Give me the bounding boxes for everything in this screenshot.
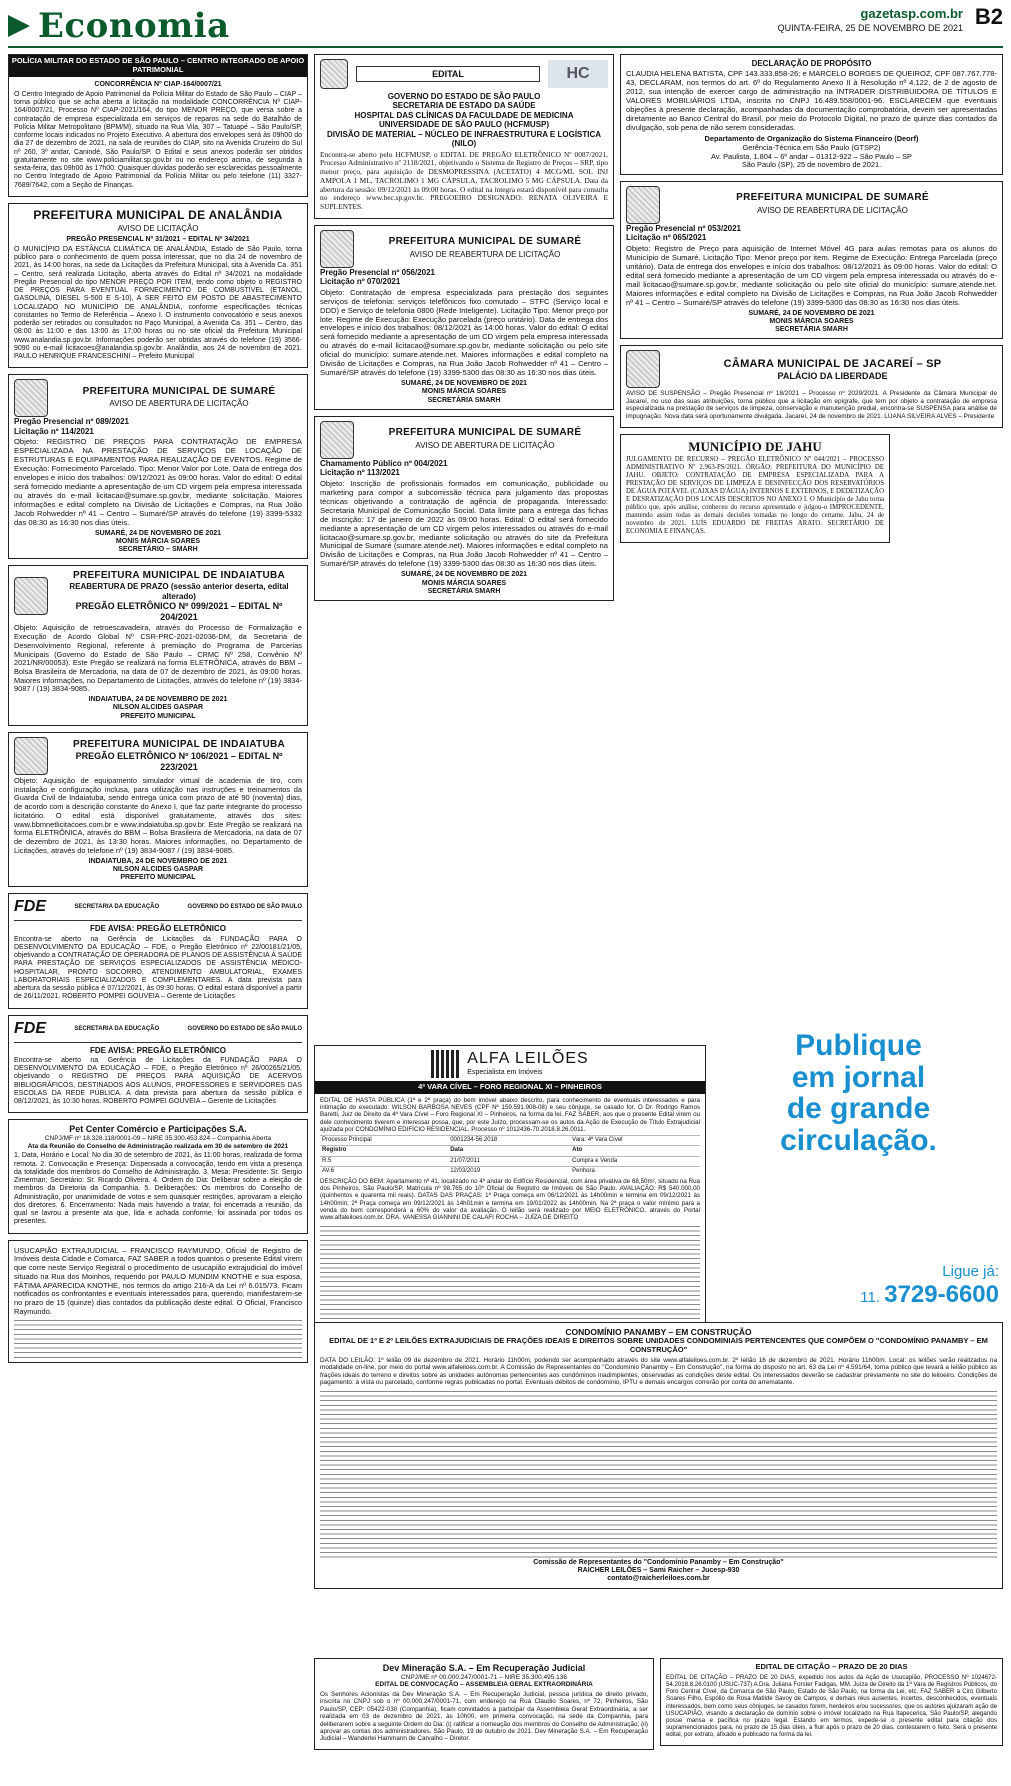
signature-line: MONIS MÁRCIA SOARES (769, 317, 854, 325)
issue-date: QUINTA-FEIRA, 25 DE NOVEMBRO DE 2021 (777, 23, 963, 34)
signature-line: Comissão de Representantes do "Condomínio Panamby – Em Construção" (533, 1558, 784, 1566)
site-url[interactable]: gazetasp.com.br (860, 6, 963, 21)
notice-body: Objeto: Contratação de empresa especializada para prestação dos seguintes serviços de telefonia: serviços telefônicos fixo comutado – STFC (Serviço local e DDD) e Serviço de telefonia 0800 (Rede Inteligente). Licitação Tipo: Menor preço por lote. Regime de Execução: Execução parcelada (preço unitário). Data de entrega dos envelopes e início dos trabalhos: 08/12/2021 às 14:00 horas. Valor do edital: O edital será fornecido mediante a apresentação de um CD virgem pela empresa interessada ou através do e-mail licitacao@sumare.sp.gov.br, mediante solicitação ou pelo site oficial do município: sumare.atende.net. Maiores informações e edital completo na Divisão de Licitações e Compras, na Rua João Jacob Rohwedder nº 41 – Centro – Sumaré/SP através do telefone (19) 3399-5300 das 08:30 as 16:30 nos dias úteis. (320, 287, 608, 378)
signature-line: SECRETÁRIA SMARH (427, 587, 501, 595)
section-arrow-icon (8, 15, 30, 37)
coat-of-arms-icon (626, 350, 660, 388)
notice-edital-citacao (660, 1658, 1003, 1746)
notice-body: Objeto: Registro de Preço para aquisição de Internet Móvel 4G para aulas remotas para os alunos do Município de Sumaré. Licitação Tipo: Menor preço por item. Regime de Execução: Entrega Parcelada (preço unitário). Data de entrega dos envelopes e início dos trabalhos: 08/12/2021 às 09:00 horas. Valor do edital: O edital será fornecido mediante a apresentação de um CD virgem pela empresa interessada ou através do e-mail licitacao@sumare.sp.gov.br, mediante solicitação ou pelo site oficial do município: sumare.atende.net. Maiores informações e edital completo na Divisão de Licitações e Compras, na Rua João Jacob Rohwedder nº 41 – Centro – Sumaré/SP através do telefone (19) 3399-5300 das 08:30 as 16:30 nos dias úteis. (626, 243, 997, 307)
masthead (741, 6, 1001, 34)
notice-subtitle: CNPJ/MF nº 18.328.118/0001-09 – NIRE 35.300.453.824 – Companhia Aberta (44, 1135, 272, 1143)
signature-line: MONIS MÁRCIA SOARES (115, 537, 201, 545)
notice-pm (8, 54, 308, 197)
notice-usucapiao (8, 1240, 308, 1364)
notice-title: FDE AVISA: PREGÃO ELETRÔNICO (89, 1045, 226, 1055)
notice-sumare-3 (314, 416, 614, 601)
notice-body: Encontra-se aberto pelo HCFMUSP, o EDITAL DE PREGÃO ELETRÔNICO Nº 0087/2021, Processo Administrativo nº 2118/2021, objetivando o Sistema de Registro de Preços – SRP, tipo menor preço, para aquisição de DESMOPRESSINA (ACETATO) 4 MCG/ML SOL INJ AMPOLA 1 ML, TACROLIMO 1 MG CÁPSULA, TACROLIMO 5 MG CÁPSULA. Data da abertura da sessão: 09/12/2021 às 09:00 horas. O edital na íntegra estará disponível para consulta no endereço www.bec.sp.gov.br. PREGOEIRO DESIGNADO: RENATA OLIVEIRA E SUPLENTES. (320, 149, 608, 212)
promo-headline (714, 1030, 1003, 1156)
notice-sumare-4 (620, 181, 1003, 339)
org-line: Gerência-Técnica em São Paulo (GTSP2) (742, 142, 881, 152)
notice-subtitle-2: EDITAL DE CONVOCAÇÃO – ASSEMBLEIA GERAL EXTRAORDINÁRIA (375, 1681, 593, 1689)
notice-body: Encontra-se aberto na Gerência de Licitações da FUNDAÇÃO PARA O DESENVOLVIMENTO DA EDUCAÇÃO – FDE, o Pregão Eletrônico nº 26/00265/21/05, objetivando o REGISTRO DE PREÇOS PARA AQUISIÇÃO DE ACERVOS BIBLIOGRÁFICOS, DESTINADOS AOS ALUNOS, PROFESSORES E SERVIDORES DAS ESCOLAS DA REDE PÚBLICA. A data prevista para abertura da sessão pública é 08/12/2021, às 10:30 horas. ROBERTO POMPEI GOUVEIA – Gerente de Licitações (14, 1056, 302, 1106)
notice-subtitle-2: Ata da Reunião do Conselho de Administração realizada em 30 de setembro de 2021 (27, 1142, 289, 1150)
notice-line: Licitação nº 113/2021 (320, 468, 400, 478)
notice-header-bar: 4ª VARA CÍVEL – FORO REGIONAL XI – PINHEIROS (315, 1081, 705, 1094)
notice-title: PREFEITURA MUNICIPAL DE ANALÂNDIA (33, 207, 283, 222)
table-row (320, 1166, 700, 1176)
signature-line: PREFEITO MUNICIPAL (120, 712, 196, 720)
notice-body: O Centro Integrado de Apoio Patrimonial da Polícia Militar do Estado de São Paulo – CIAP – torna público que se acha aberta a licitação na modalidade CONCORRÊNCIA Nº CIAP-164/0007/21, Processo Nº CIAP-2021/164, do tipo MENOR PREÇO, que versa sobre a contratação de empresa especializada em serviços de reparos na sede do Batalhão de Polícia Militar Metropolitano (BPM/M), situado na Rua Vila, 307 – Tatuapé – São Paulo/SP, conforme locais indicados no Projeto Executivo. A abertura dos envelopes será às 09h00 do dia 27 de dezembro de 2021, na sala de reuniões do CIAP, sito na Avenida Cruzeiro do Sul nº 260, 3º andar, Canindé, São Paulo/SP. O Edital e seus anexos poderão ser obtidos gratuitamente no site www.policiamilitar.sp.gov.br ou no endereço acima, de segunda à sexta-feira, das 09h00 às 17h00. Quaisquer dúvidas poderão ser esclarecidas pessoalmente no Centro Integrado de Apoio Patrimonial da Polícia Militar ou pelo telefone (11) 3327-7689/7642, com a Seção de Finanças. (14, 90, 302, 189)
notice-header-bar: POLÍCIA MILITAR DO ESTADO DE SÃO PAULO – CENTRO INTEGRADO DE APOIO PATRIMONIAL (9, 55, 307, 77)
notice-title: PREFEITURA MUNICIPAL DE INDAIATUBA (72, 570, 286, 582)
table-cell: Processo Principal (320, 1136, 448, 1146)
notice-body: JULGAMENTO DE RECURSO – PREGÃO ELETRÔNICO Nº 044/2021 – PROCESSO ADMINISTRATIVO Nº 2.963-PS/2021. ÓRGÃO: PREFEITURA DO MUNICÍPIO DE JAHU. OBJETO: CONTRATAÇÃO DE EMPRESA ESPECIALIZADA PARA A PRESTAÇÃO DE SERVIÇOS DE LIMPEZA E DESINFECÇÃO DOS RESERVATÓRIOS DE ÁGUA POTÁVEL (CAIXAS D'ÁGUA) INTERNOS E EXTERNOS, E DEDETIZAÇÃO E DESRATIZAÇÃO DOS LOCAIS DESCRITOS NO ANEXO I. O Município de Jahu torna público que, após análise, conheceu do recurso apresentado e julgou-o IMPROCEDENTE, mantendo assim todas as demais decisões tomadas no longo do certame. Jahu, 24 de novembro de 2021. LUÍS EDUARDO DE FREITAS ARATO. SECRETÁRIO DE ECONOMIA E FINANÇAS. (626, 455, 884, 535)
registry-table (320, 1135, 700, 1175)
notice-title: PREFEITURA MUNICIPAL DE SUMARÉ (82, 385, 276, 397)
notice-body: Objeto: Aquisição de retroescavadeira, através do Processo de Formalização e Execução de Acordo Global Nº CSR-PRC-2021-02036-DM, da Secretaria de Desenvolvimento Regional, referente à premiação do Programa de Parcerias Municipais (Governo do Estado de São Paulo – CRMC Nº 258, Convênio Nº 2021/NR/00053). Este Pregão se realizará na forma ELETRÔNICA, através do BBM – Bolsa Brasileira de Mercadoria, na data de 07 de dezembro de 2021, às 09:00 horas. Maiores informações, no Departamento de Licitações, através do telefone nº (19) 3834-9087 / (19) 3834-9085. (14, 623, 302, 694)
notice-sumare-2 (314, 225, 614, 410)
fde-secretariat: SECRETARIA DA EDUCAÇÃO (74, 904, 160, 911)
notice-head (626, 186, 997, 224)
notice-title: Dev Mineração S.A. – Em Recuperação Judicial (382, 1663, 586, 1673)
coat-of-arms-icon (320, 230, 354, 268)
column-middle (314, 54, 614, 607)
notice-body: Objeto: REGISTRO DE PREÇOS PARA CONTRATAÇÃO DE EMPRESA ESPECIALIZADA NA PRESTAÇÃO DE SERVIÇOS DE LOCAÇÃO DE ESTRUTURAS E EQUIPAMENTOS PARA REALIZAÇÃO DE EVENTOS. Regime de Execução: Fornecimento Parcelado. Tipo: Menor Valor por Lote. Data de entrega dos envelopes e início dos trabalhos: 09/12/2021 às 09:00 horas. Valor do edital: O edital será fornecido mediante a apresentação de um CD virgem pela empresa interessada ou através do e-mail licitacao@sumare.sp.gov.br, mediante solicitação. Maiores informações e edital completo na Divisão de Licitações e Compras, na Rua João Jacob Rohwedder nº 41 – Centro – Sumaré/SP através do telefone (19) 3399-5332 das 08:30 as 16:30 nos dias úteis. (14, 437, 302, 527)
promo-line: em jornal (791, 1060, 926, 1094)
notice-condominio-panamby (314, 1322, 1003, 1589)
notice-head (626, 350, 997, 388)
notice-line: Licitação nº 070/2021 (320, 277, 401, 287)
header-rule (8, 46, 1003, 48)
notice-subtitle-2: PREGÃO ELETRÔNICO Nº 106/2021 – EDITAL Nº 223/2021 (75, 751, 283, 772)
notice-subtitle: AVISO DE ABERTURA DE LICITAÇÃO (109, 399, 249, 409)
notice-body: CLAUDIA HELENA BATISTA, CPF 143.333.858-26; e MARCELO BORGES DE QUEIROZ, CPF 087.767.778-43, DECLARAM, nos termos do art. 6º do Regulamento Anexo II à Resolução nº 4.122, de 2 de agosto de 2012, sua intenção de exercer cargo de administração na INTRADER DISTRIBUIDORA DE TÍTULOS E VALORES MOBILIÁRIOS LTDA, inscrita no CNPJ 16.489.558/0001-96. ESCLARECEM que eventuais objeções à presente declaração, acompanhadas da documentação comprobatória, devem ser apresentadas diretamente ao Banco Central do Brasil, por meio do Protocolo Digital, no prazo de quinze dias contados da divulgação, sob pena de não serem consideradas. (626, 69, 997, 133)
notice-body: AVISO DE SUSPENSÃO – Pregão Presencial nº 18/2021 – Processo nº 2029/2021. A Presidente da Câmara Municipal de Jacareí, no uso das suas atribuições, torna público que a licitação em epígrafe, que tem por objeto a contratação de empresa especializada na prestação de serviços de limpeza, conservação e manutenção predial, encontra-se SUSPENSA para análise de impugnação. Nova data será oportunamente divulgada. Jacareí, 24 de novembro de 2021. LUANA SILVEIRA ALVES – Presidente (626, 390, 997, 420)
notice-subtitle-2: PREGÃO ELETRÔNICO Nº 099/2021 – EDITAL Nº 204/2021 (75, 601, 283, 622)
signature-line: RAICHER LEILÕES – Sami Raicher – Jucesp-930 (577, 1567, 740, 1575)
coat-of-arms-icon (320, 421, 354, 459)
signature-line: NILSON ALCIDES GASPAR (112, 704, 204, 712)
notice-line: GOVERNO DO ESTADO DE SÃO PAULO (387, 92, 541, 101)
notice-body: DATA DO LEILÃO: 1º leilão 09 de dezembro de 2021. Horário 11h00m, podendo ser acompanhado através do site www.alfaleiloes.com.br. 2º leilão 16 de dezembro de 2021. Horário 11h00m. Local: os leilões serão realizados na modalidade on-line, por meio do portal www.alfaleiloes.com.br. A Comissão de Representantes do "Condomínio Panamby – Em Construção", na forma do disposto no art. 63 da Lei nº 4.591/64, torna público que levará a leilão público as frações ideais do terreno e direitos sobre as unidades autônomas pertencentes aos condôminos inadimplentes, observadas as condições deste edital. Os interessados deverão se cadastrar previamente no site do leiloeiro. Condições de pagamento: à vista ou parcelado, conforme regras publicadas no portal. Eventuais débitos de condomínio, IPTU e demais encargos correrão por conta do arrematante. (320, 1356, 997, 1387)
notice-title: Pet Center Comércio e Participações S.A. (69, 1124, 247, 1135)
table-cell: Registro (320, 1146, 448, 1156)
notice-head (320, 421, 608, 459)
table-cell: Compra e Venda (570, 1156, 700, 1166)
signature-line: SECRETÁRIA SMARH (427, 396, 501, 404)
notice-body: Objeto: Inscrição de profissionais formados em comunicação, publicidade ou marketing para compor a subcomissão técnica para julgamento das propostas técnicas objetivando a contratação de agência de propaganda. Interessado: Secretaria Municipal de Comunicação Social. Data limite para a entrega das fichas de inscrição: 17 de janeiro de 2022 às 09:00 horas. Edital: O edital será fornecido mediante a apresentação de um CD virgem pelos interessados ou através do e-mail licitacao@sumare.sp.gov.br, mediante solicitação ou através do site da Prefeitura Municipal de Sumaré (sumare.atende.net). Maiores informações e edital completo na Divisão de Licitações e Compras, na Rua João Jacob Rohwedder nº 41 – Centro – Sumaré/SP através do telefone (19) 3399-5300 das 08:30 as 16:30 nos dias úteis. (320, 478, 608, 569)
fde-logo: FDE (14, 898, 46, 916)
notice-title: EDITAL DE CITAÇÃO – PRAZO DE 20 DIAS (755, 1662, 908, 1671)
notice-body-2: DESCRIÇÃO DO BEM: Apartamento nº 41, localizado no 4º andar do Edifício Residencial, com área privativa de 68,50m², situado na Rua dos Pinheiros, São Paulo/SP. Matrícula nº 98.765 do 10º Oficial de Registro de Imóveis de São Paulo. AVALIAÇÃO: R$ 540.000,00 (quinhentos e quarenta mil reais). DATAS DAS PRAÇAS: 1ª Praça começa em 06/12/2021 às 14h00min e termina em 09/12/2021 às 14h00min; 2ª Praça começa em 09/12/2021 às 14h01min e termina em 19/01/2022 às 14h00min. Na 2ª praça o valor mínimo para a venda do bem corresponderá a 60% do valor da avaliação. O leilão será realizado por MEIO ELETRÔNICO, através do Portal www.alfaleiloes.com.br. DRA. VANESSA GIANNINI DE CALAFI ROCHA – JUÍZA DE DIREITO (320, 1177, 700, 1222)
table-cell: Penhora (570, 1166, 700, 1176)
notice-body: EDITAL DE CITAÇÃO – PRAZO DE 20 DIAS, expedido nos autos da Ação de Usucapião, PROCESSO Nº 1024672-54.2018.8.26.0100 (USUC-737) A Dra. Juliana Forster Fadigas, MM. Juíza de Direito da 1ª Vara de Registros Públicos, do Foro Central Cível, da Comarca de São Paulo, Estado de São Paulo, na forma da Lei, etc. FAZ SABER a Ciro Gilberto Soares Filho, Espólio de Rosa Matilde Savoy de Campos, e demais réus ausentes, incertos, desconhecidos, eventuais interessados, bem como seus cônjuges, se casados forem, herdeiros e/ou sucessores, que os autores ajuizaram ação de USUCAPIÃO, visando a declaração de domínio sobre o imóvel localizado na Rua Itapecerica, São Paulo/SP, alegando posse mansa e pacífica no prazo legal. Estando em termos, expede-se o presente edital para citação dos supramencionados para, no prazo de 15 dias úteis, a fluir após o prazo de 20 dias, contestarem o feito. Será o presente edital, por extrato, afixado e publicado na forma da lei. (666, 1673, 997, 1739)
notice-body: O MUNICÍPIO DA ESTÂNCIA CLIMÁTICA DE ANALÂNDIA, Estado de São Paulo, torna público para o conhecimento de quem possa interessar, que no dia 24 de novembro de 2021, às 14:00 horas, na sede da Licitações da Prefeitura Municipal, sita à Avenida Ca. 351 – Centro, será realizada Licitação, aberta através do Edital nº 34/2021 na modalidade Pregão Presencial do tipo MENOR PREÇO POR ITEM, tendo como objeto o REGISTRO DE PREÇOS PARA EVENTUAL FORNECIMENTO DE COMBUSTÍVEL (ETANOL, GASOLINA, DIESEL S-500 E S-10), A SER FEITO EM POSTO DE ABASTECIMENTO LOCALIZADO NO MUNICÍPIO DE ANALÂNDIA, conforme especificações técnicas constantes no Termo de Referência – Anexo I. O instrumento convocatório e seus anexos poderão ser retirados ou consultados no Paço Municipal, à Avenida Ca. 351 – Centro, das 08:00 às 11:00 e das 13:00 às 17:00 horas ou no site oficial da Prefeitura Municipal www.analandia.sp.gov.br. Informações poderão ser obtidas através do telefone (19) 3566-9090 ou e-mail licitacoes@analandia.sp.gov.br. Analândia, aos 24 de novembro de 2021. PAULO HENRIQUE FRANCESCHINI – Prefeito Municipal (14, 245, 302, 361)
table-row (320, 1156, 700, 1166)
signature-line: SUMARÉ, 24 DE NOVEMBRO DE 2021 (748, 309, 875, 317)
panamby-box (314, 1322, 1003, 1589)
alfa-header (320, 1050, 700, 1078)
notice-label: EDITAL (356, 66, 540, 83)
fde-header (14, 898, 302, 921)
hc-logo: HC (548, 60, 608, 88)
notice-body-continued (320, 1389, 997, 1559)
notice-body: Objeto: Aquisição de equipamento simulador virtual de academia de tiro, com instalação e configuração inclusa, para utilização nas instruções e treinamentos da Guarda Civil de Indaiatuba, sendo entrega única com prazo de até 90 (noventa) dias, de acordo com a descrição constante do Anexo I, que faz parte integrante do processo licitatório. O edital está disponível gratuitamente, através dos sites: www.bbmnetlicitacoes.com.br e www.indaiatuba.sp.gov.br. Este Pregão se realizará na forma ELETRÔNICA, através do BBM – Bolsa Brasileira de Mercadoria, na data de 07 de dezembro de 2021, às 13:30 horas. Maiores informações, no Departamento de Licitações, através do telefone nº (19) 3834-9087 / (19) 3834-9085. (14, 775, 302, 855)
fde-header (14, 1020, 302, 1043)
promo-call: Ligue já: (942, 1263, 999, 1280)
signature-line: INDAIATUBA, 24 DE NOVEMBRO DE 2021 (88, 857, 228, 865)
page-number: B2 (974, 4, 1003, 29)
table-cell: 12/03/2019 (448, 1166, 570, 1176)
notice-head (320, 230, 608, 268)
promo-phone[interactable]: 3729-6600 (884, 1280, 999, 1308)
section-title: Economia (8, 6, 230, 46)
notice-title: MUNICÍPIO DE JAHU (688, 438, 822, 454)
table-cell: Data (448, 1146, 570, 1156)
notice-line: Licitação nº 065/2021 (626, 233, 707, 243)
notice-title: DECLARAÇÃO DE PROPÓSITO (751, 59, 872, 68)
alfa-logo-icon (431, 1050, 461, 1078)
notice-body: 1. Data, Horário e Local: No dia 30 de setembro de 2021, às 11:00 horas, realizada de forma remota. 2. Convocação e Presença: Dispensada a convocação, tendo em vista a presença da totalidade dos membros do Conselho de Administração. 3. Mesa: Presidente: Sr. Sergio Zimerman; Secretário: Sr. Ricardo Oliveira. 4. Ordem do Dia: Deliberar sobre a eleição de membros da Diretoria da Companhia. 5. Deliberações: Os membros do Conselho de Administração, por unanimidade de votos e sem quaisquer restrições, aprovaram a eleição dos diretores. 6. Encerramento: Nada mais havendo a tratar, foi encerrada a reunião, da qual se lavrou a presente ata que, lida e achada conforme, foi assinada por todos os presentes. (14, 1152, 302, 1226)
signature-line: SECRETÁRIO – SMARH (118, 546, 198, 554)
promo-line: de grande (786, 1092, 931, 1125)
coat-of-arms-icon (14, 737, 48, 775)
notice-line: DIVISÃO DE MATERIAL – NÚCLEO DE INFRAESTRUTURA E LOGÍSTICA (NILO) (326, 129, 602, 149)
notice-subtitle: CONCORRÊNCIA Nº CIAP-164/0007/21 (94, 80, 222, 88)
promo-ddd: 11. (860, 1288, 881, 1306)
notice-line: HOSPITAL DAS CLÍNICAS DA FACULDADE DE MEDICINA (354, 110, 574, 120)
signature-line: MONIS MÁRCIA SOARES (421, 579, 507, 587)
fde-government: GOVERNO DO ESTADO DE SÃO PAULO (187, 1025, 302, 1032)
signature-line: SUMARÉ, 24 DE NOVEMBRO DE 2021 (94, 529, 222, 537)
notice-head (14, 379, 302, 417)
notice-title: CONDOMÍNIO PANAMBY – EM CONSTRUÇÃO (565, 1327, 752, 1337)
notice-subtitle: REABERTURA DE PRAZO (sessão anterior deserta, edital alterado) (69, 582, 289, 601)
citacao-box (660, 1658, 1003, 1746)
signature-line: SECRETÁRIA SMARH (775, 326, 848, 334)
notice-subtitle: AVISO DE ABERTURA DE LICITAÇÃO (415, 441, 555, 451)
notice-head (14, 737, 302, 775)
coat-of-arms-icon (14, 577, 48, 615)
notice-line: UNIVERSIDADE DE SÃO PAULO (HCFMUSP) (378, 120, 550, 130)
signature-line: SUMARÉ, 24 DE NOVEMBRO DE 2021 (400, 380, 528, 388)
promo-line: circulação. (780, 1123, 937, 1157)
table-cell: R.5 (320, 1156, 448, 1166)
table-cell: 21/07/2011 (448, 1156, 570, 1166)
alfa-tagline: Especialista em Imóveis (467, 1069, 543, 1077)
notice-subtitle: EDITAL DE 1º E 2º LEILÕES EXTRAJUDICIAIS DE FRAÇÕES IDEAIS E DIREITOS SOBRE UNIDADES CONDOMINIAIS PERTENCENTES QUE COMPÕEM O "CONDOMÍNIO PANAMBY – EM CONSTRUÇÃO" (329, 1336, 988, 1354)
org-line: Departamento de Organização do Sistema Financeiro (Deorf) (704, 134, 919, 144)
contact-email[interactable]: contato@raicherleiloes.com.br (607, 1575, 710, 1583)
notice-subtitle: PALÁCIO DA LIBERDADE (777, 370, 888, 381)
table-cell: 0001234-56.2018 (448, 1136, 570, 1146)
notice-subtitle: AVISO DE REABERTURA DE LICITAÇÃO (409, 249, 561, 259)
notice-body: USUCAPIÃO EXTRAJUDICIAL – FRANCISCO RAYMUNDO, Oficial de Registro de Imóveis desta Cidade e Comarca, FAZ SABER a todos quantos o presente Edital virem que corre neste Serviço Registral o procedimento de usucapião extrajudicial do imóvel situado na Rua dos Moinhos, requerido por PAULO MUNDIM KNOTHE e sua esposa, FÁTIMA APARECIDA KNOTHE, nos termos do artigo 216-A da Lei nº 6.015/73. Ficam notificados os confrontantes e eventuais interessados para, querendo, manifestarem-se no prazo de 15 (quinze) dias contados da publicação deste edital. O Oficial, Francisco Raymundo. (14, 1245, 302, 1316)
notice-line: Chamamento Público nº 004/2021 (320, 458, 448, 468)
notice-jacarei (620, 345, 1003, 427)
notice-title: PREFEITURA MUNICIPAL DE SUMARÉ (388, 427, 582, 439)
notice-line: Pregão Presencial nº 089/2021 (14, 417, 129, 427)
notice-fde-2 (8, 1015, 308, 1114)
table-cell: Vara: 4ª Vara Cível (570, 1136, 700, 1146)
notice-jahu (620, 434, 890, 543)
org-line: Av. Paulista, 1.804 – 6º andar – 01312-922 – São Paulo – SP (711, 151, 912, 161)
fde-government: GOVERNO DO ESTADO DE SÃO PAULO (187, 904, 302, 911)
notice-title: FDE AVISA: PREGÃO ELETRÔNICO (89, 924, 226, 934)
notice-line: Licitação nº 114/2021 (14, 426, 94, 436)
notice-head (320, 59, 608, 89)
table-cell: AV.6 (320, 1166, 448, 1176)
notice-body: EDITAL DE HASTA PÚBLICA (1ª e 2ª praça) do bem imóvel abaixo descrito, para conhecimento de eventuais interessados e para intimação do executado: WILSON BARBOSA NEVES (CPF Nº 159.591.908-08) e seu cônjuge, se casado for. O Dr. Rodrigo Ramos Baretti, Juiz de Direito da 4ª Vara Cível – Foro Regional XI – Pinheiros, na forma da lei, FAZ SABER, aos que o presente Edital virem ou dele conhecimento tiverem e interessar possa, que, por este Juízo, processam-se os autos da Ação de Execução de Título Extrajudicial ajuizada por CONDOMÍNIO EDIFÍCIO RESIDENCIAL. Processo nº 1012436-70.2018.8.26.0011. (320, 1096, 700, 1134)
notice-hcfmusp (314, 54, 614, 219)
org-line: São Paulo (SP), 25 de novembro de 2021. (741, 160, 882, 170)
notice-body-continued (14, 1318, 302, 1358)
dev-box (314, 1658, 654, 1750)
notice-indaiatuba-1 (8, 565, 308, 726)
notice-line: SECRETARIA DE ESTADO DA SAÚDE (392, 101, 536, 111)
coat-of-arms-icon (320, 59, 348, 89)
notice-analandia (8, 203, 308, 368)
promo-ad[interactable] (714, 1010, 1003, 1315)
alfa-name: ALFA LEILÕES (467, 1050, 589, 1068)
promo-contact (860, 1263, 999, 1309)
signature-line: PREFEITO MUNICIPAL (120, 874, 196, 882)
notice-head (14, 570, 302, 622)
notice-title: PREFEITURA MUNICIPAL DE SUMARÉ (736, 192, 929, 204)
signature-line: MONIS MÁRCIA SOARES (421, 388, 507, 396)
notice-title: PREFEITURA MUNICIPAL DE INDAIATUBA (72, 739, 286, 751)
notice-dev-mineracao (314, 1658, 654, 1750)
signature-line: NILSON ALCIDES GASPAR (112, 865, 204, 873)
notice-petcenter (8, 1119, 308, 1233)
notice-line: Pregão Presencial nº 053/2021 (626, 224, 741, 234)
notice-body: Encontra-se aberto na Gerência de Licitações da FUNDAÇÃO PARA O DESENVOLVIMENTO DA EDUCAÇÃO – FDE, o Pregão Eletrônico nº 22/00181/21/05, objetivando a CONTRATAÇÃO DE OPERADORA DE PLANOS DE ASSISTÊNCIA À SAÚDE PARA PRESTAÇÃO DE SERVIÇOS ESPECIALIZADOS DE ASSISTÊNCIA MÉDICO-HOSPITALAR, PRONTO SOCORRO, ATENDIMENTO AMBULATORIAL, EXAMES LABORATORIAIS ESPECIALIZADOS E COMPLEMENTARES. A data prevista para abertura da sessão pública é 07/12/2021, às 09:30 horas. O edital estará disponível a partir de 26/11/2021. ROBERTO POMPEI GOUVEIA – Gerente de Licitações (14, 935, 302, 1001)
table-row (320, 1136, 700, 1146)
column-left (8, 54, 308, 1369)
notice-subtitle-2: PREGÃO PRESENCIAL Nº 31/2021 – EDITAL Nº 34/2021 (66, 235, 250, 243)
coat-of-arms-icon (14, 379, 48, 417)
coat-of-arms-icon (626, 186, 660, 224)
notice-fde-1 (8, 893, 308, 1008)
signature-line: SUMARÉ, 24 DE NOVEMBRO DE 2021 (400, 571, 528, 579)
promo-line: Publique (795, 1029, 922, 1062)
notice-subtitle: CNPJ/ME nº 00.000.247/0001-71 – NIRE 35.300.495.136 (400, 1673, 568, 1681)
notice-line: Pregão Presencial nº 056/2021 (320, 267, 435, 277)
table-cell: Ato (570, 1146, 700, 1156)
signature-line: INDAIATUBA, 24 DE NOVEMBRO DE 2021 (88, 696, 228, 704)
notice-sumare-1 (8, 374, 308, 559)
notice-subtitle: AVISO DE LICITAÇÃO (117, 224, 199, 234)
fde-secretariat: SECRETARIA DA EDUCAÇÃO (74, 1025, 160, 1032)
notice-body: Os Senhores Acionistas da Dev Mineração S.A. – Em Recuperação Judicial, pessoa jurídica de direito privado, inscrita no CNPJ sob o nº 00.000.247/0001-71, com endereço na Rua Claudio Soares, nº 72, Pinheiros, São Paulo/SP, CEP: 05422-030 (Companhia), ficam convidados a participar da Assembleia Geral Extraordinária, a ser realizada em 03 de dezembro de 2021, às 10h00, em primeira convocação, na sede da Companhia, para deliberarem sobre a seguinte Ordem do Dia: (i) ratificar a nomeação dos membros do Conselho de Administração; (ii) aprovar as contas dos administradores. São Paulo, 19 de outubro de 2021. Dev Mineração S.A. – Em Recuperação Judicial – Wanderlei Hammann de Carvalho – Diretor. (320, 1690, 648, 1743)
notice-title: PREFEITURA MUNICIPAL DE SUMARÉ (388, 236, 582, 248)
notice-declaracao (620, 54, 1003, 175)
fde-logo: FDE (14, 1019, 46, 1037)
column-right (620, 54, 1003, 549)
notice-indaiatuba-2 (8, 732, 308, 887)
table-row (320, 1146, 700, 1156)
notice-subtitle: AVISO DE REABERTURA DE LICITAÇÃO (757, 206, 908, 216)
notice-title: CÂMARA MUNICIPAL DE JACAREÍ – SP (723, 357, 942, 370)
